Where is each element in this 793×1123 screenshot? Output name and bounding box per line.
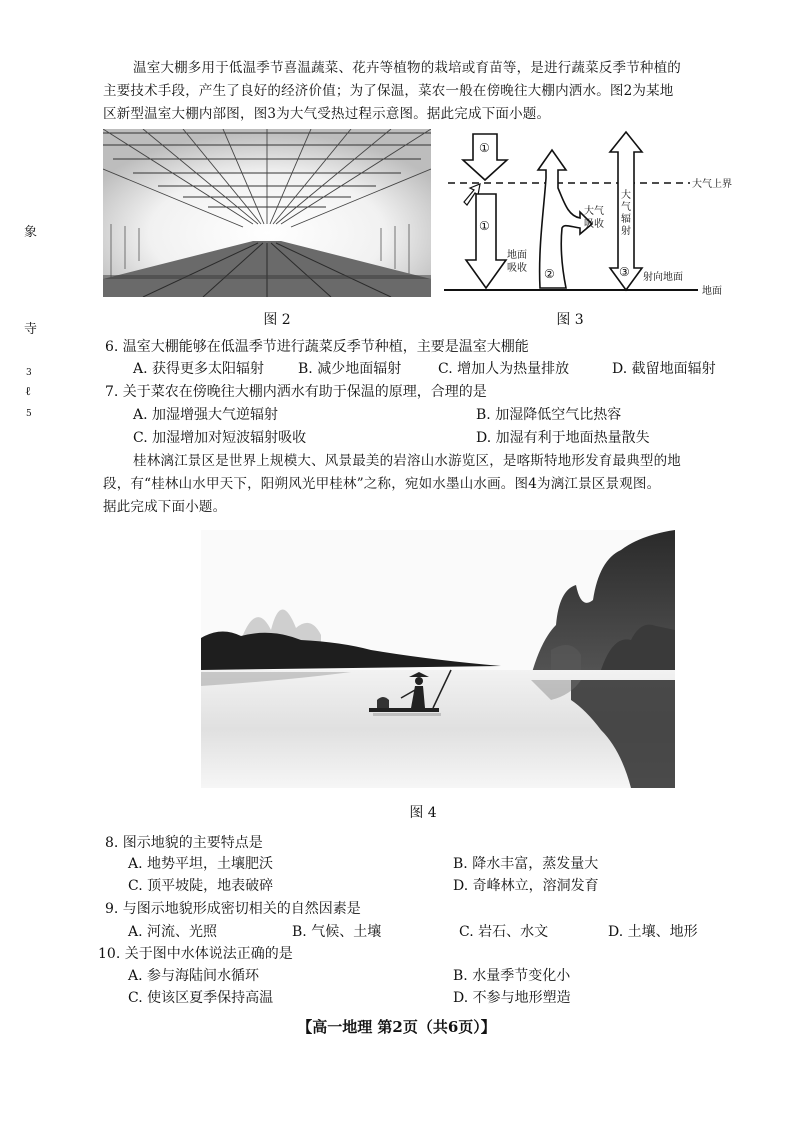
- q10-option-c[interactable]: C. 使该区夏季保持高温: [128, 990, 274, 1006]
- margin-char-5: 5: [26, 409, 32, 419]
- fig2-caption: 图 2: [263, 312, 291, 328]
- fig4-caption: 图 4: [409, 805, 437, 821]
- q9-option-c[interactable]: C. 岩石、水文: [459, 924, 549, 940]
- q7-option-d[interactable]: D. 加湿有利于地面热量散失: [476, 430, 650, 446]
- margin-char-1: 象: [24, 225, 38, 240]
- atmosphere-heating-diagram: [440, 128, 740, 300]
- label-n1b: ①: [479, 219, 490, 233]
- label-atm-rad-4: 射: [621, 226, 631, 237]
- q9-stem: 9. 与图示地貌形成密切相关的自然因素是: [105, 901, 361, 917]
- intro2-line2: 段，有“桂林山水甲天下，阳朔风光甲桂林”之称，宛如水墨山水画。图4为漓江景区景观图。: [103, 476, 661, 492]
- label-atm-absorb-2: 吸收: [584, 219, 604, 230]
- q7-option-b[interactable]: B. 加湿降低空气比热容: [476, 407, 622, 423]
- intro1-line2: 主要技术手段，产生了良好的经济价值；为了保温，菜农一般在傍晚往大棚内洒水。图2为某地: [103, 83, 674, 99]
- label-atm-top: 大气上界: [692, 179, 732, 190]
- q10-stem: 10. 关于图中水体说法正确的是: [98, 946, 293, 962]
- q9-option-a[interactable]: A. 河流、光照: [128, 924, 218, 940]
- q10-option-b[interactable]: B. 水量季节变化小: [453, 968, 571, 984]
- greenhouse-photo: [103, 129, 431, 297]
- label-atm-rad-1: 大: [621, 190, 631, 201]
- q10-option-a[interactable]: A. 参与海陆间水循环: [128, 968, 260, 984]
- label-to-ground: 射向地面: [643, 272, 683, 283]
- label-n3: ③: [619, 265, 630, 279]
- label-atm-rad-2: 气: [621, 202, 631, 213]
- q9-option-d[interactable]: D. 土壤、地形: [608, 924, 698, 940]
- page-footer: 【高一地理 第2页（共6页）】: [297, 1018, 496, 1036]
- label-atm-absorb-1: 大气: [584, 206, 604, 217]
- q8-option-c[interactable]: C. 顶平坡陡，地表破碎: [128, 878, 274, 894]
- fig3-caption: 图 3: [556, 312, 584, 328]
- label-ground: 地面: [702, 286, 722, 297]
- intro1-line1: 温室大棚多用于低温季节喜温蔬菜、花卉等植物的栽培或育苗等，是进行蔬菜反季节种植的: [133, 60, 681, 76]
- intro2-line3: 据此完成下面小题。: [103, 499, 227, 515]
- label-n2: ②: [544, 267, 555, 281]
- intro2-line1: 桂林漓江景区是世界上规模大、风景最美的岩溶山水游览区，是喀斯特地形发育最典型的地: [133, 453, 681, 469]
- q8-option-b[interactable]: B. 降水丰富，蒸发量大: [453, 856, 599, 872]
- label-ground-absorb-1: 地面: [507, 250, 527, 261]
- margin-char-3: 3: [26, 368, 32, 378]
- q6-option-b[interactable]: B. 减少地面辐射: [298, 361, 402, 377]
- li-river-landscape-photo: [201, 530, 675, 788]
- q6-option-a[interactable]: A. 获得更多太阳辐射: [133, 361, 265, 377]
- q8-option-d[interactable]: D. 奇峰林立，溶洞发育: [453, 878, 599, 894]
- margin-char-2: 寺: [24, 322, 38, 337]
- q6-option-c[interactable]: C. 增加人为热量排放: [438, 361, 570, 377]
- q9-option-b[interactable]: B. 气候、土壤: [292, 924, 382, 940]
- intro1-line3: 区新型温室大棚内部图，图3为大气受热过程示意图。据此完成下面小题。: [103, 106, 551, 122]
- q7-option-c[interactable]: C. 加湿增加对短波辐射吸收: [133, 430, 307, 446]
- margin-char-4: ℓ: [25, 384, 31, 398]
- label-n1: ①: [479, 141, 490, 155]
- q7-option-a[interactable]: A. 加湿增强大气逆辐射: [133, 407, 279, 423]
- q8-option-a[interactable]: A. 地势平坦，土壤肥沃: [128, 856, 274, 872]
- label-atm-rad-3: 辐: [621, 214, 631, 225]
- label-ground-absorb-2: 吸收: [507, 263, 527, 274]
- q10-option-d[interactable]: D. 不参与地形塑造: [453, 990, 571, 1006]
- q6-option-d[interactable]: D. 截留地面辐射: [612, 361, 716, 377]
- q8-stem: 8. 图示地貌的主要特点是: [105, 835, 263, 851]
- q6-stem: 6. 温室大棚能够在低温季节进行蔬菜反季节种植，主要是温室大棚能: [105, 339, 529, 355]
- q7-stem: 7. 关于菜农在傍晚往大棚内洒水有助于保温的原理，合理的是: [105, 384, 487, 400]
